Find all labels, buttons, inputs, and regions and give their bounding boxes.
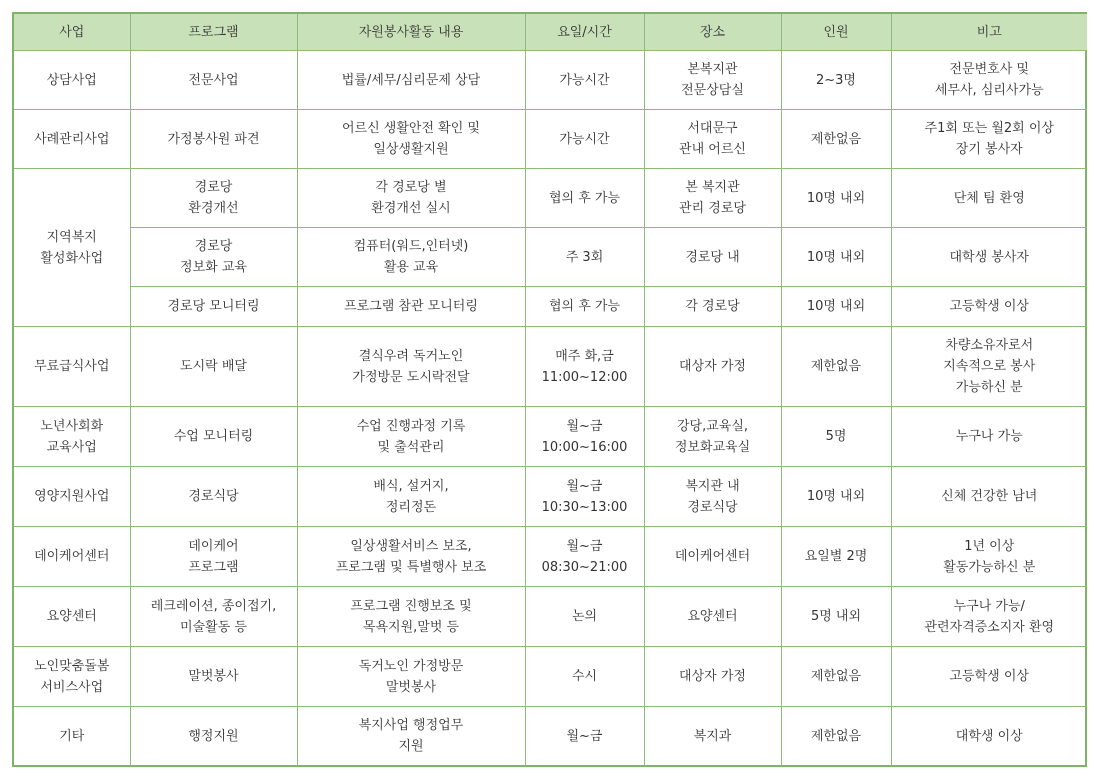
cell-content: 법률/세무/심리문제 상담 xyxy=(297,51,525,110)
cell-people: 제한없음 xyxy=(781,110,891,169)
volunteer-program-table xyxy=(14,14,1087,766)
cell-time: 가능시간 xyxy=(525,51,644,110)
cell-program: 경로당 모니터링 xyxy=(130,287,297,327)
cell-time: 수시 xyxy=(525,647,644,707)
cell-place: 대상자 가정 xyxy=(644,327,781,407)
cell-program: 수업 모니터링 xyxy=(130,407,297,467)
cell-place: 경로당 내 xyxy=(644,228,781,287)
cell-content: 독거노인 가정방문 말벗봉사 xyxy=(297,647,525,707)
cell-business: 영양지원사업 xyxy=(14,467,130,527)
cell-place: 대상자 가정 xyxy=(644,647,781,707)
cell-program: 가정봉사원 파견 xyxy=(130,110,297,169)
cell-note: 누구나 가능/ 관련자격증소지자 환영 xyxy=(891,587,1087,647)
cell-program: 전문사업 xyxy=(130,51,297,110)
table-row xyxy=(14,51,1087,110)
cell-note: 신체 건강한 남녀 xyxy=(891,467,1087,527)
cell-note: 주1회 또는 월2회 이상 장기 봉사자 xyxy=(891,110,1087,169)
cell-place: 각 경로당 xyxy=(644,287,781,327)
cell-business: 사례관리사업 xyxy=(14,110,130,169)
table-row xyxy=(14,407,1087,467)
table-row xyxy=(14,169,1087,228)
cell-time: 가능시간 xyxy=(525,110,644,169)
cell-content: 복지사업 행정업무 지원 xyxy=(297,707,525,766)
cell-program: 도시락 배달 xyxy=(130,327,297,407)
table-row xyxy=(14,587,1087,647)
cell-people: 10명 내외 xyxy=(781,228,891,287)
cell-place: 본복지관 전문상담실 xyxy=(644,51,781,110)
table-row xyxy=(14,467,1087,527)
cell-content: 일상생활서비스 보조, 프로그램 및 특별행사 보조 xyxy=(297,527,525,587)
cell-time: 협의 후 가능 xyxy=(525,169,644,228)
table-row xyxy=(14,110,1087,169)
cell-program: 경로당 정보화 교육 xyxy=(130,228,297,287)
table-row xyxy=(14,228,1087,287)
cell-program: 데이케어 프로그램 xyxy=(130,527,297,587)
cell-place: 복지과 xyxy=(644,707,781,766)
cell-time: 월~금 xyxy=(525,707,644,766)
cell-time: 논의 xyxy=(525,587,644,647)
cell-business: 노년사회화 교육사업 xyxy=(14,407,130,467)
cell-program: 경로당 환경개선 xyxy=(130,169,297,228)
cell-content: 컴퓨터(워드,인터넷) 활용 교육 xyxy=(297,228,525,287)
cell-people: 요일별 2명 xyxy=(781,527,891,587)
cell-note: 전문변호사 및 세무사, 심리사가능 xyxy=(891,51,1087,110)
header-people: 인원 xyxy=(781,14,891,51)
cell-people: 제한없음 xyxy=(781,647,891,707)
cell-content: 결식우려 독거노인 가정방문 도시락전달 xyxy=(297,327,525,407)
table-row xyxy=(14,647,1087,707)
volunteer-program-table-frame xyxy=(12,12,1087,767)
cell-note: 누구나 가능 xyxy=(891,407,1087,467)
cell-business: 무료급식사업 xyxy=(14,327,130,407)
table-row xyxy=(14,287,1087,327)
cell-content: 각 경로당 별 환경개선 실시 xyxy=(297,169,525,228)
cell-time: 월~금 10:00~16:00 xyxy=(525,407,644,467)
cell-people: 5명 xyxy=(781,407,891,467)
cell-place: 요양센터 xyxy=(644,587,781,647)
header-content: 자원봉사활동 내용 xyxy=(297,14,525,51)
header-time: 요일/시간 xyxy=(525,14,644,51)
cell-note: 대학생 봉사자 xyxy=(891,228,1087,287)
cell-note: 고등학생 이상 xyxy=(891,647,1087,707)
cell-people: 10명 내외 xyxy=(781,169,891,228)
cell-time: 협의 후 가능 xyxy=(525,287,644,327)
cell-program: 경로식당 xyxy=(130,467,297,527)
cell-people: 10명 내외 xyxy=(781,287,891,327)
header-program: 프로그램 xyxy=(130,14,297,51)
cell-content: 수업 진행과정 기록 및 출석관리 xyxy=(297,407,525,467)
cell-people: 2~3명 xyxy=(781,51,891,110)
cell-people: 제한없음 xyxy=(781,707,891,766)
cell-place: 본 복지관 관리 경로당 xyxy=(644,169,781,228)
cell-content: 프로그램 참관 모니터링 xyxy=(297,287,525,327)
cell-note: 단체 팀 환영 xyxy=(891,169,1087,228)
cell-content: 배식, 설거지, 정리정돈 xyxy=(297,467,525,527)
cell-business: 기타 xyxy=(14,707,130,766)
cell-note: 차량소유자로서 지속적으로 봉사 가능하신 분 xyxy=(891,327,1087,407)
cell-business: 요양센터 xyxy=(14,587,130,647)
cell-note: 대학생 이상 xyxy=(891,707,1087,766)
cell-time: 월~금 10:30~13:00 xyxy=(525,467,644,527)
cell-people: 5명 내외 xyxy=(781,587,891,647)
cell-note: 고등학생 이상 xyxy=(891,287,1087,327)
cell-people: 10명 내외 xyxy=(781,467,891,527)
table-row xyxy=(14,707,1087,766)
cell-time: 월~금 08:30~21:00 xyxy=(525,527,644,587)
cell-place: 서대문구 관내 어르신 xyxy=(644,110,781,169)
cell-place: 강당,교육실, 정보화교육실 xyxy=(644,407,781,467)
header-place: 장소 xyxy=(644,14,781,51)
cell-time: 주 3회 xyxy=(525,228,644,287)
cell-place: 데이케어센터 xyxy=(644,527,781,587)
cell-program: 레크레이션, 종이접기, 미술활동 등 xyxy=(130,587,297,647)
cell-business: 노인맞춤돌봄 서비스사업 xyxy=(14,647,130,707)
cell-note: 1년 이상 활동가능하신 분 xyxy=(891,527,1087,587)
cell-business: 지역복지 활성화사업 xyxy=(14,169,130,327)
cell-program: 행정지원 xyxy=(130,707,297,766)
cell-place: 복지관 내 경로식당 xyxy=(644,467,781,527)
cell-time: 매주 화,금 11:00~12:00 xyxy=(525,327,644,407)
cell-program: 말벗봉사 xyxy=(130,647,297,707)
cell-people: 제한없음 xyxy=(781,327,891,407)
header-note: 비고 xyxy=(891,14,1087,51)
table-row xyxy=(14,327,1087,407)
table-header-row xyxy=(14,14,1087,51)
header-business: 사업 xyxy=(14,14,130,51)
cell-business: 상담사업 xyxy=(14,51,130,110)
cell-business: 데이케어센터 xyxy=(14,527,130,587)
cell-content: 프로그램 진행보조 및 목욕지원,말벗 등 xyxy=(297,587,525,647)
table-row xyxy=(14,527,1087,587)
cell-content: 어르신 생활안전 확인 및 일상생활지원 xyxy=(297,110,525,169)
